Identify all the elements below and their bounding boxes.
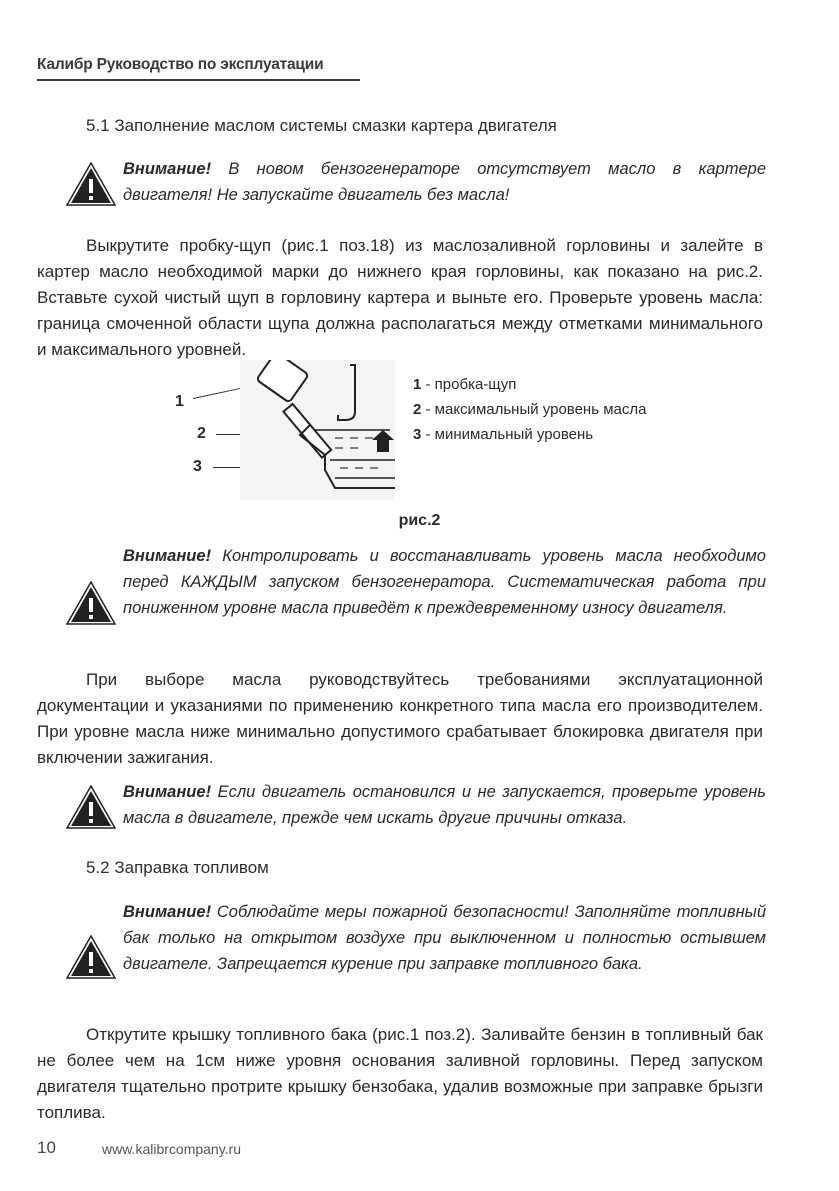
oil-dipstick-illustration bbox=[240, 360, 395, 500]
paragraph-refuel: Открутите крышку топливного бака (рис.1 поз.2). Заливайте бензин в топливный бак не более чем на 1см ниже уровня основания заливной горловины. Перед запуском двигателя тщательно протрите крышку бензобака, удалив возможные при заправке брызги топлива. bbox=[37, 1025, 763, 1122]
paragraph-oil-selection: При выборе масла руководствуйтесь требованиями эксплуатационной документации и указаниями по применению конкретного типа масла его производителем. При уровне масла ниже минимально допустимого срабатывает блокировка двигателя при включении зажигания. bbox=[37, 670, 763, 767]
warning-label: Внимание! bbox=[123, 783, 212, 801]
paragraph-oil-fill: Выкрутите пробку-щуп (рис.1 поз.18) из маслозаливной горловины и залейте в картер масло необходимой марки до нижнего края горловины, как показано на рис.2. Вставьте сухой чистый щуп в горловину картера и выньте его. Проверьте уровень масла: граница смоченной области щупа должна располагаться между отметками минимального и максимального уровней. bbox=[37, 236, 763, 359]
warning-triangle-icon bbox=[66, 162, 116, 206]
figure-legend bbox=[413, 372, 646, 447]
legend-item: 3 - минимальный уровень bbox=[413, 426, 594, 443]
section-title-5-2: 5.2 Заправка топливом bbox=[86, 858, 269, 877]
warning-triangle-icon bbox=[66, 935, 116, 979]
warning-block-1 bbox=[66, 154, 766, 210]
header-rule bbox=[37, 79, 360, 81]
section-title-5-1: 5.1 Заполнение маслом системы смазки картера двигателя bbox=[86, 116, 557, 135]
figure-callout-1: 1 bbox=[175, 393, 184, 410]
website-url: www.kalibrcompany.ru bbox=[102, 1141, 242, 1157]
warning-text: Внимание! Если двигатель остановился и не запускается, проверьте уровень масла в двигателе, прежде чем искать другие причины отказа. bbox=[123, 783, 766, 827]
warning-text: Внимание! Контролировать и восстанавливать уровень масла необходимо перед КАЖДЫМ запуском бензогенератора. Систематическая работа при пониженном уровне масла приведёт к преждевременному износу двигателя. bbox=[123, 547, 766, 617]
warning-label: Внимание! bbox=[123, 160, 212, 178]
legend-item: 1 - пробка-щуп bbox=[413, 376, 517, 393]
warning-block-3 bbox=[66, 779, 766, 835]
legend-item: 2 - максимальный уровень масла bbox=[413, 401, 647, 418]
warning-text: Внимание! В новом бензогенераторе отсутствует масло в картере двигателя! Не запускайте двигатель без масла! bbox=[123, 160, 766, 204]
warning-block-2 bbox=[66, 543, 766, 653]
figure-callout-2: 2 bbox=[197, 425, 206, 442]
figure-caption: рис.2 bbox=[398, 512, 441, 529]
warning-label: Внимание! bbox=[123, 903, 212, 921]
page-number: 10 bbox=[37, 1138, 56, 1157]
callout-line-1 bbox=[193, 387, 244, 399]
warning-block-4 bbox=[66, 899, 766, 1009]
warning-triangle-icon bbox=[66, 581, 116, 625]
figure-callout-3: 3 bbox=[193, 458, 202, 475]
warning-text: Внимание! Соблюдайте меры пожарной безопасности! Заполняйте топливный бак только на открытом воздухе при выключенном и полностью остывшем двигателе. Запрещается курение при заправке топливного бака. bbox=[123, 903, 766, 973]
warning-triangle-icon bbox=[66, 785, 116, 829]
running-header: Калибр Руководство по эксплуатации bbox=[37, 56, 324, 73]
warning-label: Внимание! bbox=[123, 547, 212, 565]
